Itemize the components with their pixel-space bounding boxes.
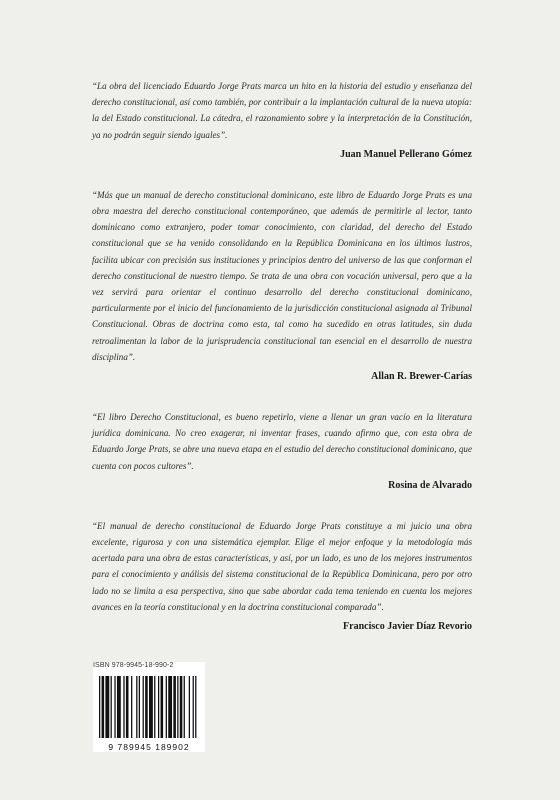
isbn-label: ISBN 978-9945-18-990-2 (93, 662, 174, 669)
quotes-section (92, 78, 472, 659)
barcode-icon (99, 676, 199, 738)
quote-author: Allan R. Brewer-Carías (371, 371, 472, 383)
quote-block-1 (92, 78, 472, 160)
quote-text: “La obra del licenciado Eduardo Jorge Prats marca un hito en la historia del estudio y enseñanza del derecho constitucional, así como también, por contribuir a la implantación cultural de la nueva utopía: la del Estado constitucional. La cátedra, el razonamiento sobre y la interpretación de la Constitución, ya no podrán seguir siendo iguales”. (92, 81, 472, 140)
barcode-digits: 9 789945 189902 (108, 742, 190, 752)
quote-block-4 (92, 518, 472, 632)
quote-author: Francisco Javier Díaz Revorio (343, 621, 472, 633)
quote-author: Rosina de Alvarado (388, 479, 472, 491)
quote-text: “Más que un manual de derecho constitucional dominicano, este libro de Eduardo Jorge Prats es una obra maestra del derecho constitucional contemporáneo, que además de permitirle al lector, tanto dominicano como extranjero, poder tomar conocimiento, con claridad, del derecho del Estado constitucional que se ha venido consolidando en la República Dominicana en los últimos lustros, facilita ubicar con precisión sus instituciones y principios dentro del universo de las que conforman el derecho constitucional de nuestro tiempo. Se trata de una obra con vocación universal, pero que a la vez servirá para orientar el continuo desarrollo del derecho constitucional dominicano, particularmente por el inicio del funcionamiento de la jurisdicción constitucional asignada al Tribunal Constitucional. Obras de doctrina como esta, tal como ha sucedido en otras latitudes, sin duda retroalimentan la labor de la jurisprudencia constitucional tan esencial en el desarrollo de nuestra disciplina”. (92, 189, 472, 362)
isbn-barcode (93, 662, 205, 752)
quote-block-3 (92, 409, 472, 491)
quote-text: “El manual de derecho constitucional de Eduardo Jorge Prats constituye a mi juicio una obra excelente, rigurosa y con una sistemática ejemplar. Elige el mejor enfoque y la metodología más acertada para una obra de estas características, y así, por un lado, es uno de los mejores instrumentos para el conocimiento y análisis del sistema constitucional de la República Dominicana, pero por otro lado no se limita a esa perspectiva, sino que sabe abordar cada tema teniendo en cuenta los mejores avances en la teoría constitucional y en la doctrina constitucional comparada”. (92, 520, 472, 612)
quote-author: Juan Manuel Pellerano Gómez (340, 148, 472, 160)
quote-text: “El libro Derecho Constitucional, es bueno repetirlo, viene a llenar un gran vacío en la literatura jurídica dominicana. No creo exagerar, ni inventar frases, cuando afirmo que, con esta obra de Eduardo Jorge Prats, se abre una nueva etapa en el estudio del derecho constitucional dominicano, que cuenta con pocos cultores”. (92, 412, 472, 471)
quote-block-2 (92, 187, 472, 382)
